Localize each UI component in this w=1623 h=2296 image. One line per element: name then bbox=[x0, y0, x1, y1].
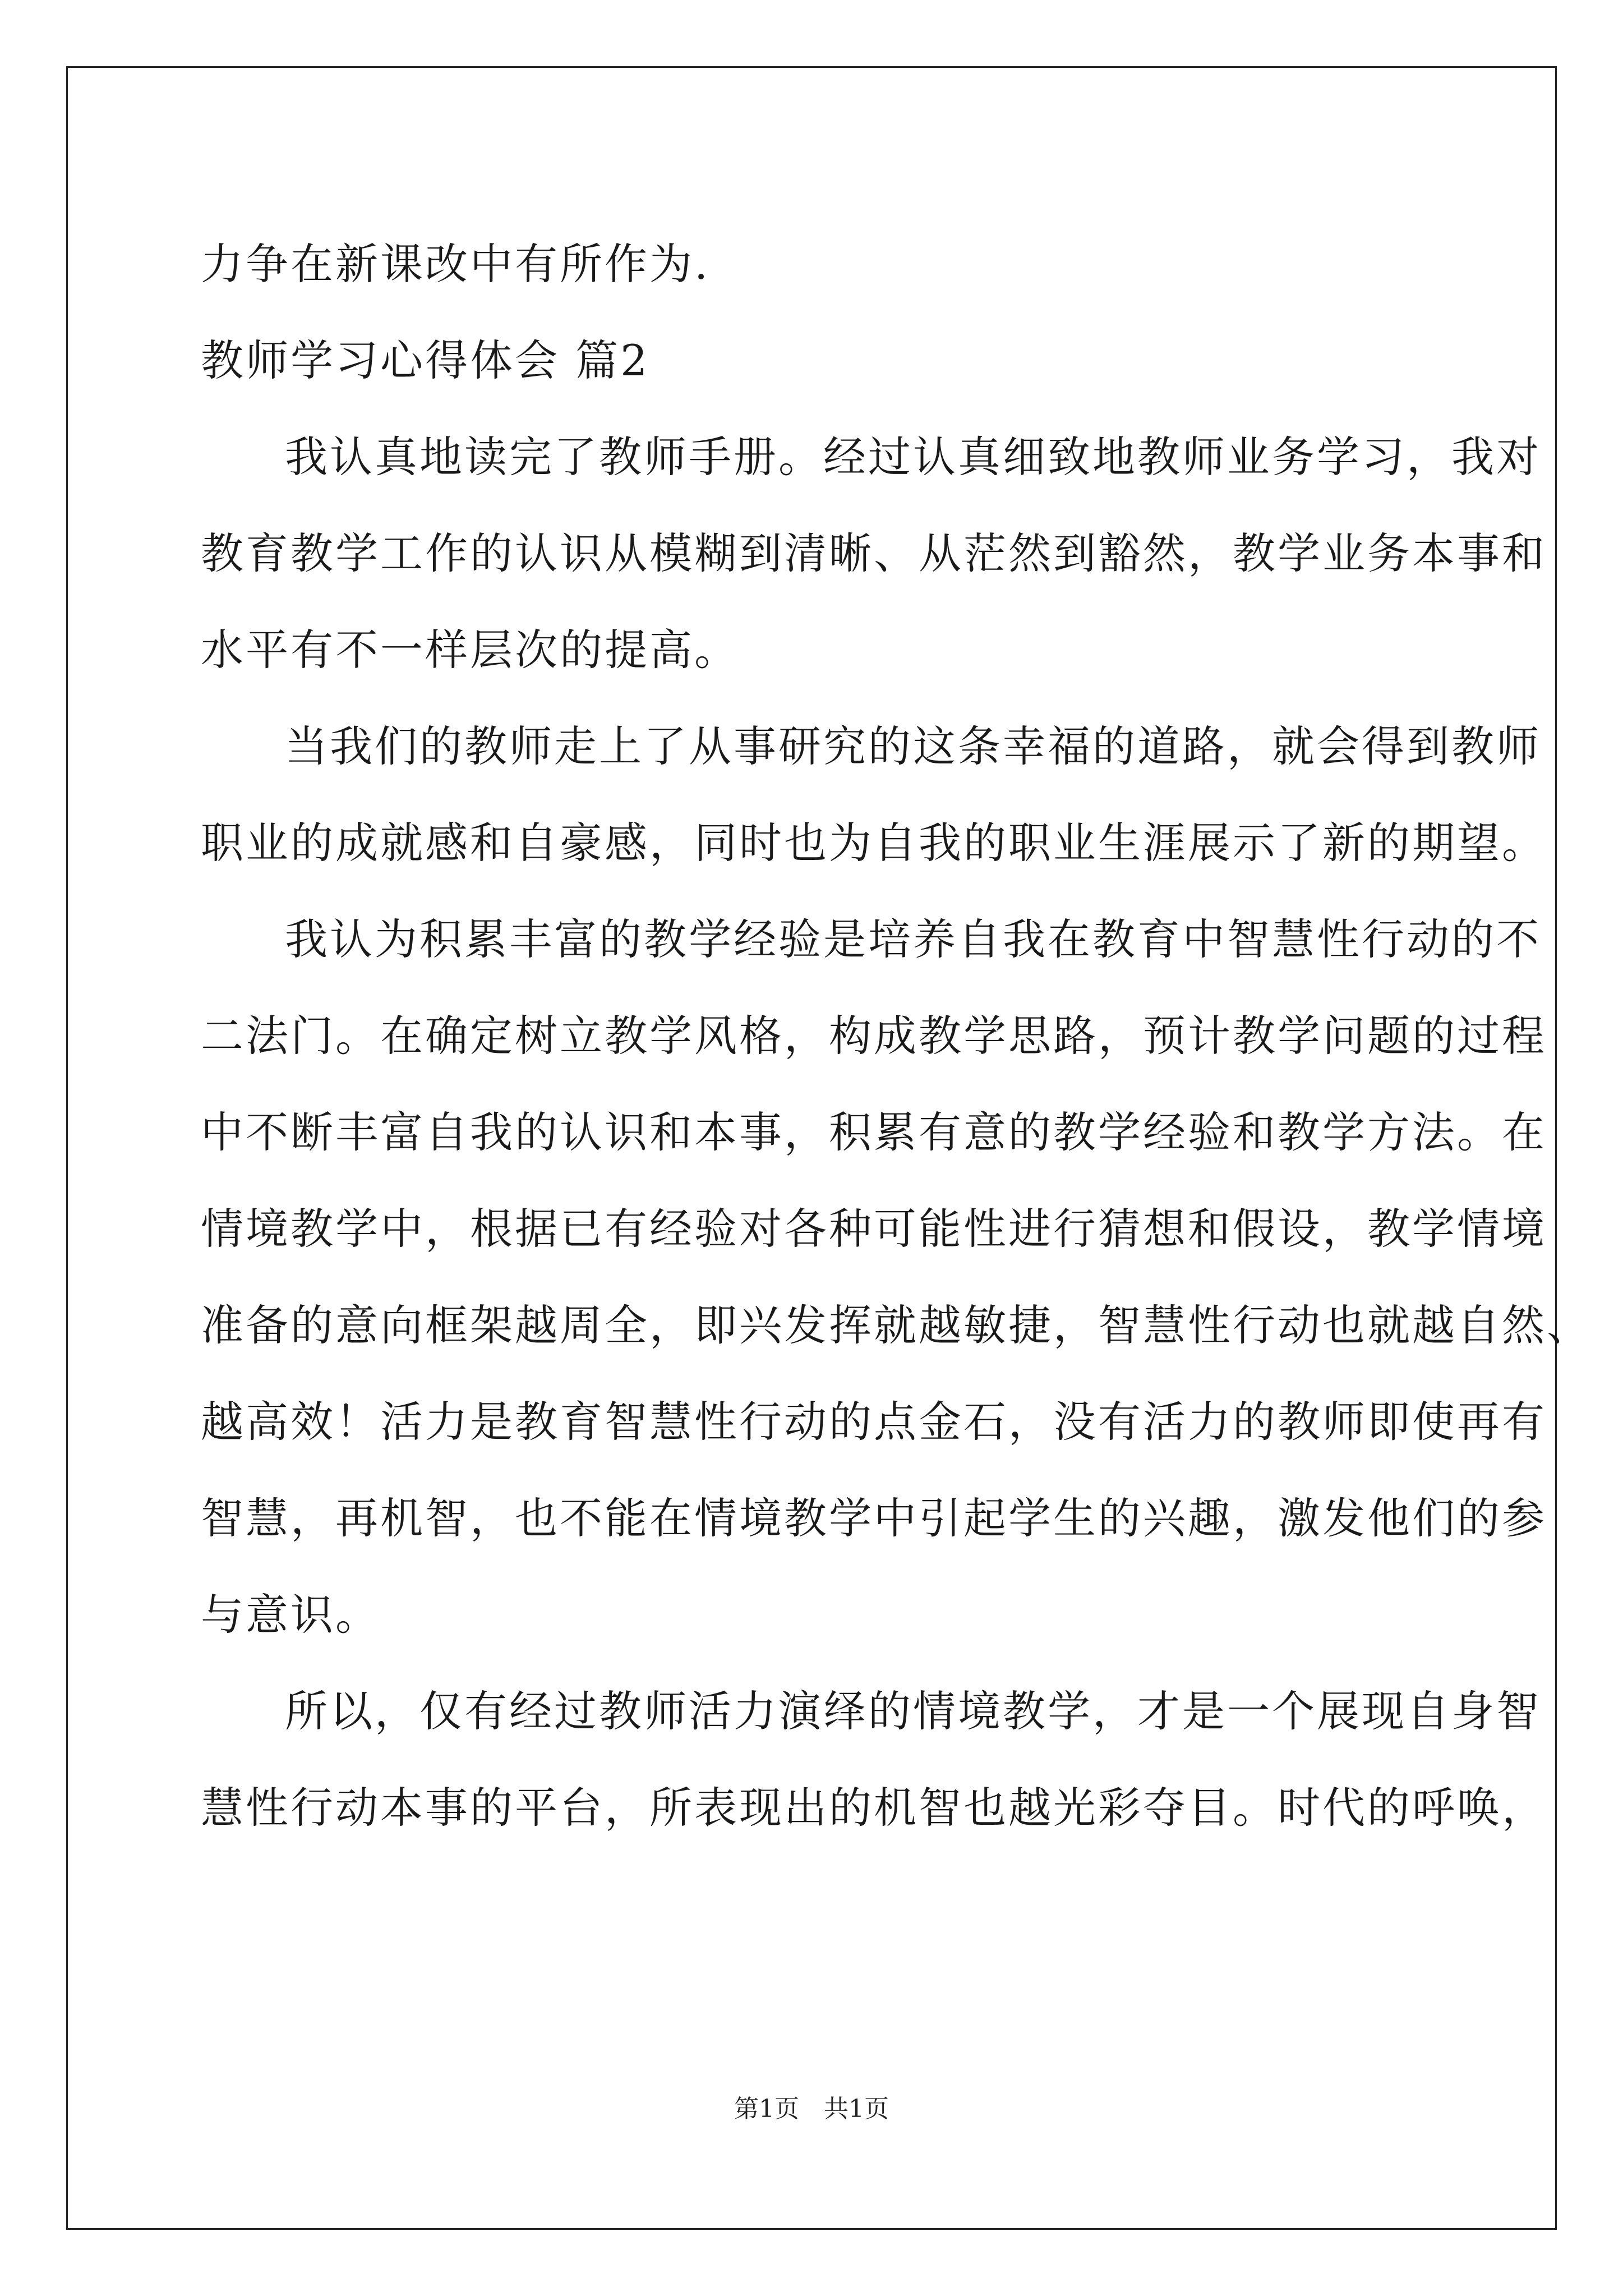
paragraph-2 bbox=[201, 698, 1547, 891]
continuation-line: 力争在新课改中有所作为. bbox=[201, 239, 711, 289]
document-body bbox=[201, 216, 1592, 1856]
paragraph-line: 准备的意向框架越周全，即兴发挥就越敏捷，智慧性行动也就越自然、 bbox=[201, 1300, 1592, 1350]
paragraph-line: 当我们的教师走上了从事研究的这条幸福的道路，就会得到教师 bbox=[285, 721, 1541, 771]
paragraph-line: 与意识。 bbox=[201, 1590, 380, 1640]
paragraph-line: 情境教学中，根据已有经验对各种可能性进行猜想和假设，教学情境 bbox=[201, 1204, 1547, 1254]
paragraph-line: 越高效！活力是教育智慧性行动的点金石，没有活力的教师即使再有 bbox=[201, 1397, 1547, 1447]
paragraph-line: 慧性行动本事的平台，所表现出的机智也越光彩夺目。时代的呼唤， bbox=[201, 1783, 1547, 1833]
paragraph-1 bbox=[201, 409, 1547, 698]
paragraph-line: 中不断丰富自我的认识和本事，积累有意的教学经验和教学方法。在 bbox=[201, 1107, 1547, 1157]
paragraph-3 bbox=[201, 891, 1592, 1663]
paragraph-line: 所以，仅有经过教师活力演绎的情境教学，才是一个展现自身智 bbox=[285, 1686, 1541, 1736]
paragraph-line: 二法门。在确定树立教学风格，构成教学思路，预计教学问题的过程 bbox=[201, 1011, 1547, 1061]
paragraph-line: 我认真地读完了教师手册。经过认真细致地教师业务学习，我对 bbox=[285, 432, 1541, 482]
section-heading: 教师学习心得体会 篇2 bbox=[201, 335, 650, 385]
paragraph-line: 水平有不一样层次的提高。 bbox=[201, 625, 739, 675]
paragraph-line: 我认为积累丰富的教学经验是培养自我在教育中智慧性行动的不 bbox=[285, 914, 1541, 964]
paragraph-line: 智慧，再机智，也不能在情境教学中引起学生的兴趣，激发他们的参 bbox=[201, 1493, 1547, 1543]
page-footer: 第1页 共1页 bbox=[734, 2095, 889, 2123]
paragraph-4 bbox=[201, 1663, 1547, 1856]
paragraph-line: 职业的成就感和自豪感，同时也为自我的职业生涯展示了新的期望。 bbox=[201, 818, 1547, 868]
paragraph-line: 教育教学工作的认识从模糊到清晰、从茫然到豁然，教学业务本事和 bbox=[201, 528, 1547, 578]
